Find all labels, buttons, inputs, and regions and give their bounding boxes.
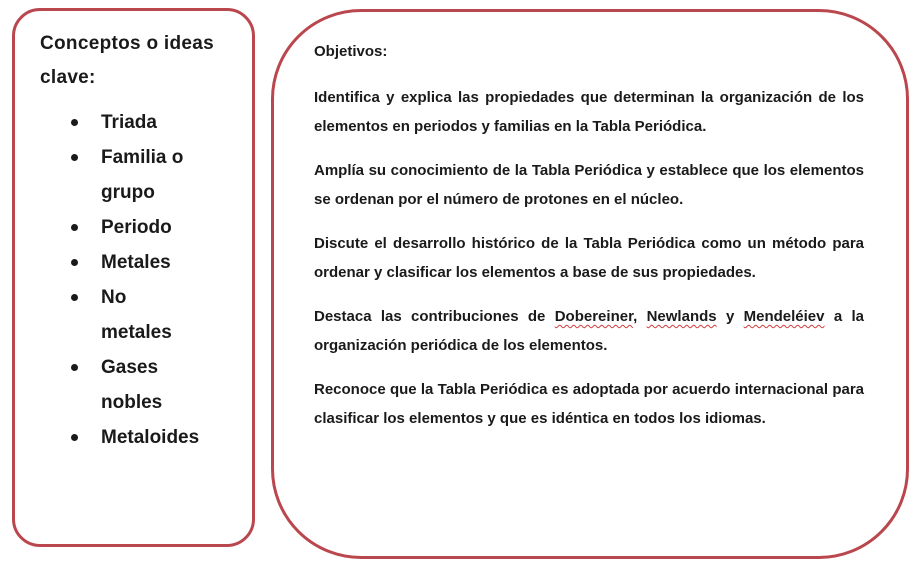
concept-item — [40, 350, 201, 420]
scientist-name-dobereiner: Dobereiner — [554, 308, 634, 325]
concept-item — [40, 210, 201, 245]
concept-label: Familia o grupo — [101, 147, 184, 203]
objective-paragraph: Amplía su conocimiento de la Tabla Periódica y establece que los elementos se ordenan por el número de protones en el núcleo. — [314, 162, 864, 208]
separator: , — [633, 308, 647, 325]
objective-text-after: a la organización periódica de los elementos. — [314, 308, 865, 354]
concept-label: No metales — [101, 287, 172, 343]
objective-text-before: Destaca las contribuciones de — [314, 308, 555, 325]
concept-label: Triada — [101, 112, 157, 133]
bullet-icon — [71, 154, 78, 161]
objective-paragraph: Reconoce que la Tabla Periódica es adoptada por acuerdo internacional para clasificar los elementos y que es idéntica en todos los idiomas. — [314, 381, 864, 427]
bullet-icon — [71, 224, 78, 231]
bullet-icon — [71, 364, 78, 371]
objective-paragraph: Identifica y explica las propiedades que determinan la organización de los elementos en periodos y familias en la Tabla Periódica. — [314, 89, 864, 135]
bullet-icon — [71, 119, 78, 126]
concept-item — [40, 245, 201, 280]
scientist-name-newlands: Newlands — [646, 308, 717, 325]
bullet-icon — [71, 294, 78, 301]
concept-label: Periodo — [101, 217, 172, 238]
objective-paragraph-contributions — [314, 302, 864, 360]
concept-label: Gases nobles — [101, 357, 163, 413]
scientist-name-mendeleiev: Mendeléiev — [743, 308, 825, 325]
bullet-icon — [71, 259, 78, 266]
separator: y — [716, 308, 744, 325]
objectives-panel — [271, 9, 909, 559]
objectives-heading: Objetivos: — [314, 43, 388, 60]
concept-item — [40, 420, 201, 455]
concept-item — [40, 105, 201, 140]
concept-item — [40, 280, 201, 350]
objective-paragraph: Discute el desarrollo histórico de la Tabla Periódica como un método para ordenar y clasificar los elementos a base de sus propiedades. — [314, 235, 864, 281]
bullet-icon — [71, 434, 78, 441]
concept-item — [40, 140, 201, 210]
concept-label: Metales — [101, 252, 171, 273]
key-concepts-list — [40, 105, 242, 455]
key-concepts-panel — [12, 8, 255, 547]
concept-label: Metaloides — [101, 427, 200, 448]
key-concepts-title: Conceptos o ideas clave: — [40, 33, 215, 88]
